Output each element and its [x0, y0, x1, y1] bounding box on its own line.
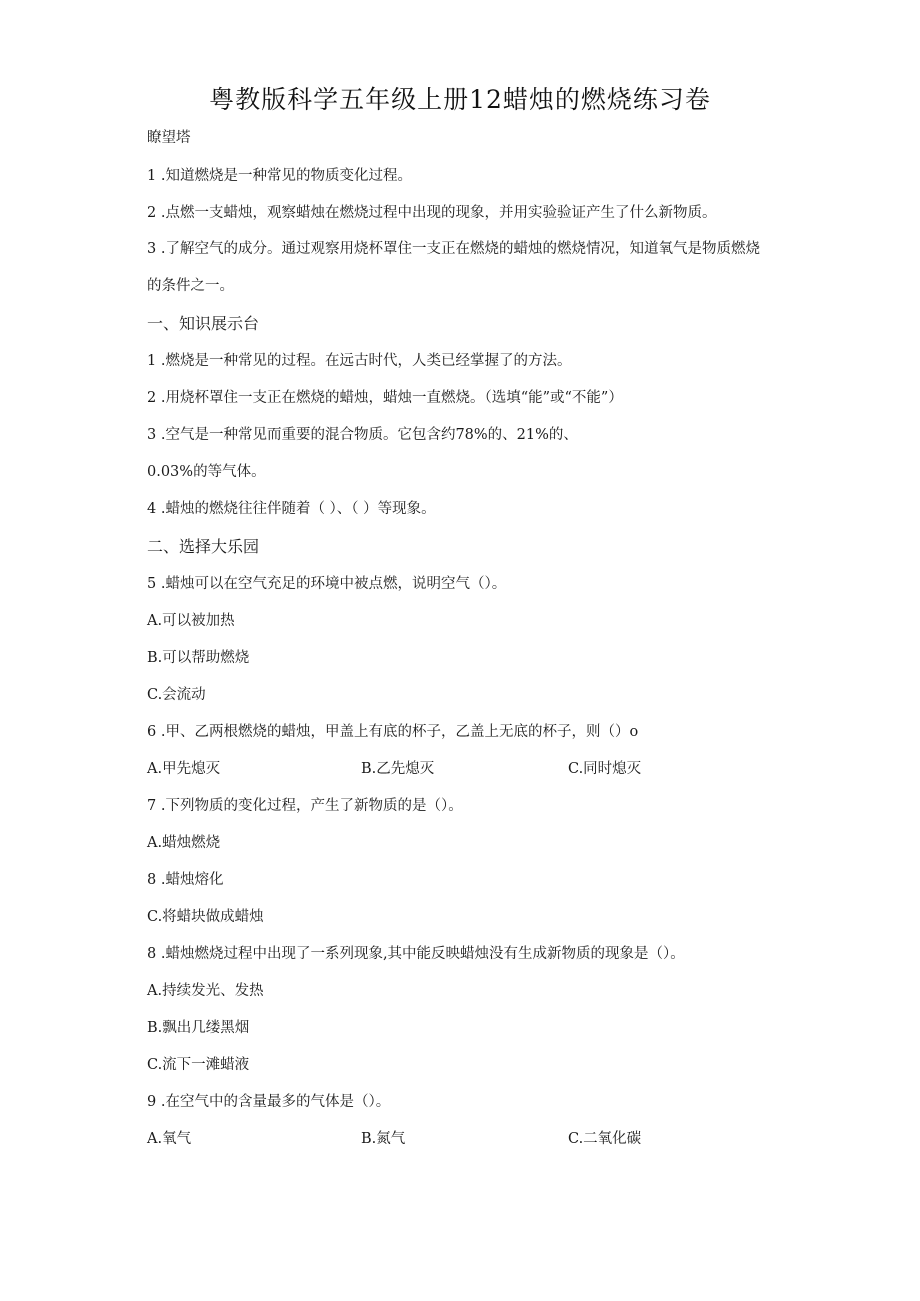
goal-item: 2 .点燃一支蜡烛，观察蜡烛在燃烧过程中出现的现象，并用实验验证产生了什么新物质。 [147, 205, 717, 221]
answer-option: A.持续发光、发热 [147, 983, 264, 999]
goal-item: 1 .知道燃烧是一种常见的物质变化过程。 [147, 168, 412, 184]
page-title: 粤教版科学五年级上册12蜡烛的燃烧练习卷 [209, 85, 711, 114]
knowledge-item: 4 .蜡烛的燃烧往往伴随着（ ）、（ ）等现象。 [147, 501, 436, 517]
answer-option: B.乙先熄灭 [361, 761, 435, 777]
answer-option: C.将蜡块做成蜡烛 [147, 909, 264, 925]
knowledge-item: 1 .燃烧是一种常见的过程。在远古时代，人类已经掌握了的方法。 [147, 353, 572, 369]
answer-option: A.蜡烛燃烧 [147, 835, 221, 851]
section-heading-choice: 二、选择大乐园 [147, 537, 260, 556]
knowledge-item: 0.03%的等气体。 [147, 464, 266, 480]
answer-option: B.飘出几缕黑烟 [147, 1020, 250, 1036]
question-stem: 6 .甲、乙两根燃烧的蜡烛，甲盖上有底的杯子，乙盖上无底的杯子，则（）o [147, 724, 639, 740]
knowledge-item: 3 .空气是一种常见而重要的混合物质。它包含约78%的、21%的、 [147, 427, 578, 443]
answer-option: C.会流动 [147, 687, 206, 703]
answer-option: C.流下一滩蜡液 [147, 1057, 250, 1073]
answer-option: C.二氧化碳 [568, 1131, 642, 1147]
question-stem: 7 .下列物质的变化过程，产生了新物质的是（）。 [147, 798, 463, 814]
answer-option: C.同时熄灭 [568, 761, 642, 777]
goal-item: 3 .了解空气的成分。通过观察用烧杯罩住一支正在燃烧的蜡烛的燃烧情况，知道氧气是物质燃烧的条件之一。 [147, 241, 760, 294]
section-heading-knowledge: 一、知识展示台 [147, 314, 260, 333]
knowledge-item: 2 .用烧杯罩住一支正在燃烧的蜡烛，蜡烛一直燃烧。（选填“能”或“不能”） [147, 390, 623, 406]
answer-option: B.氮气 [361, 1131, 406, 1147]
answer-option: A.可以被加热 [147, 613, 235, 629]
subtitle: 瞭望塔 [147, 130, 191, 146]
answer-option: B.可以帮助燃烧 [147, 650, 250, 666]
answer-option: 8 .蜡烛熔化 [147, 872, 224, 888]
question-stem: 5 .蜡烛可以在空气充足的环境中被点燃，说明空气（）。 [147, 576, 507, 592]
question-stem: 9 .在空气中的含量最多的气体是（）。 [147, 1094, 391, 1110]
question-stem: 8 .蜡烛燃烧过程中出现了一系列现象,其中能反映蜡烛没有生成新物质的现象是（）。 [147, 946, 685, 962]
answer-option: A.甲先熄灭 [147, 761, 221, 777]
answer-option: A.氧气 [147, 1131, 192, 1147]
